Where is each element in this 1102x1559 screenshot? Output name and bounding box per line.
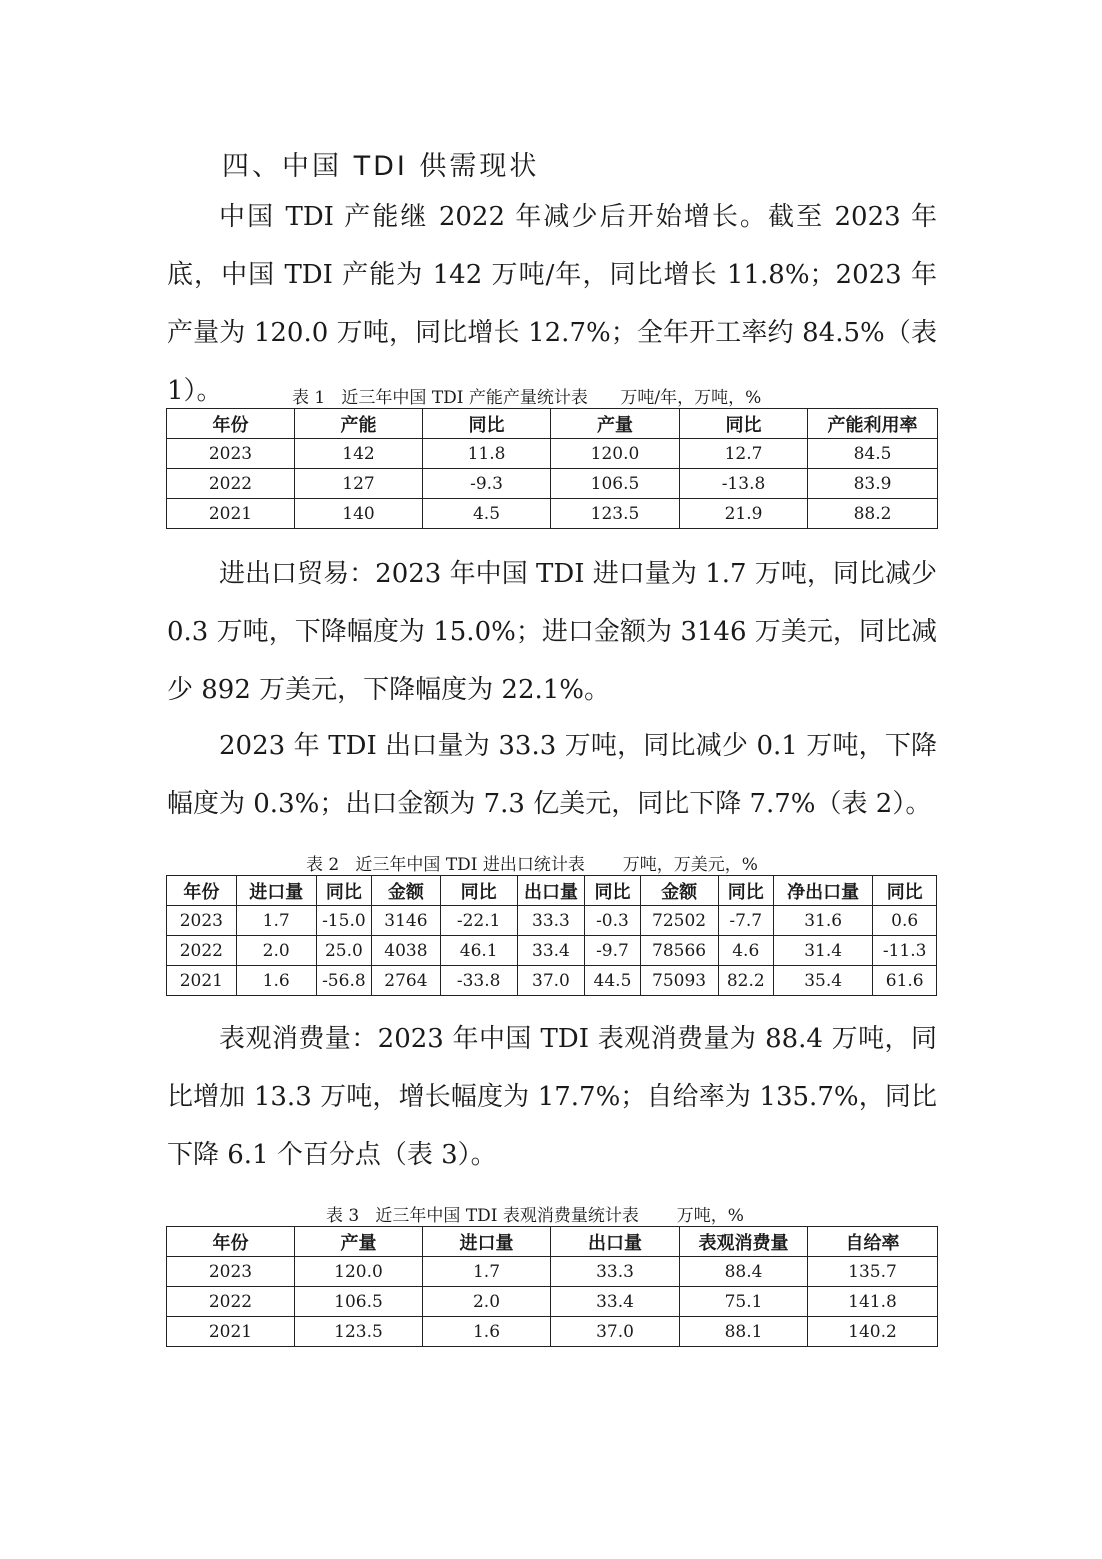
table-cell: 88.1 <box>680 1317 808 1347</box>
table-cell: -56.8 <box>316 966 371 996</box>
table-cell: 120.0 <box>295 1257 423 1287</box>
table-header-cell: 表观消费量 <box>680 1227 808 1257</box>
table-header-cell: 同比 <box>718 876 773 906</box>
table-header-cell: 自给率 <box>808 1227 938 1257</box>
table-cell: 4.5 <box>423 499 551 529</box>
table-cell: -15.0 <box>316 906 371 936</box>
table-cell: 25.0 <box>316 936 371 966</box>
table-header-cell: 同比 <box>585 876 640 906</box>
table-cell: 88.2 <box>808 499 938 529</box>
table-header-cell: 金额 <box>372 876 441 906</box>
table-cell: 1.7 <box>423 1257 551 1287</box>
table-cell: 120.0 <box>551 439 680 469</box>
table-cell: 142 <box>295 439 423 469</box>
table-cell: -9.3 <box>423 469 551 499</box>
table-cell: -33.8 <box>440 966 517 996</box>
table-capacity-output <box>166 408 938 529</box>
table3-caption: 表 3 近三年中国 TDI 表观消费量统计表 万吨，% <box>326 1206 744 1226</box>
table-cell: 37.0 <box>517 966 585 996</box>
table-cell: 35.4 <box>773 966 872 996</box>
table-header-row <box>167 876 937 906</box>
table-cell: 75093 <box>640 966 718 996</box>
table-header-row <box>167 1227 938 1257</box>
table-cell: 4.6 <box>718 936 773 966</box>
table-cell: 44.5 <box>585 966 640 996</box>
table-row <box>167 1287 938 1317</box>
table-header-cell: 年份 <box>167 876 237 906</box>
table-header-cell: 同比 <box>316 876 371 906</box>
table-cell: -11.3 <box>873 936 937 966</box>
table-cell: 106.5 <box>295 1287 423 1317</box>
table-cell: 78566 <box>640 936 718 966</box>
table-header-row <box>167 409 938 439</box>
table-cell: 21.9 <box>680 499 808 529</box>
table-cell: 2021 <box>167 966 237 996</box>
table-cell: 0.6 <box>873 906 937 936</box>
table-cell: 33.3 <box>517 906 585 936</box>
table-header-cell: 进口量 <box>236 876 316 906</box>
table-cell: 33.4 <box>517 936 585 966</box>
section-heading: 四、中国 TDI 供需现状 <box>222 151 540 182</box>
table-cell: 135.7 <box>808 1257 938 1287</box>
table-cell: 2021 <box>167 1317 295 1347</box>
table-row <box>167 469 938 499</box>
table-cell: 31.6 <box>773 906 872 936</box>
table-cell: 82.2 <box>718 966 773 996</box>
table-cell: 141.8 <box>808 1287 938 1317</box>
table2-caption: 表 2 近三年中国 TDI 进出口统计表 万吨，万美元，% <box>306 855 758 875</box>
table-cell: 3146 <box>372 906 441 936</box>
paragraph-import: 进出口贸易：2023 年中国 TDI 进口量为 1.7 万吨，同比减少 0.3 万吨，下降幅度为 15.0%；进口金额为 3146 万美元，同比减少 892 万美元，下降幅度为 22.1%。 <box>167 559 937 705</box>
paragraph-export: 2023 年 TDI 出口量为 33.3 万吨，同比减少 0.1 万吨，下降幅度为 0.3%；出口金额为 7.3 亿美元，同比下降 7.7%（表 2）。 <box>167 731 937 819</box>
paragraph-capacity: 中国 TDI 产能继 2022 年减少后开始增长。截至 2023 年底，中国 TDI 产能为 142 万吨/年，同比增长 11.8%；2023 年产量为 120.0 万吨，同比增长 12.7%；全年开工率约 84.5%（表 1）。 <box>167 202 937 406</box>
table-cell: 2023 <box>167 439 295 469</box>
table-cell: 72502 <box>640 906 718 936</box>
table-row <box>167 1257 938 1287</box>
table-header-cell: 出口量 <box>517 876 585 906</box>
table-cell: 2764 <box>372 966 441 996</box>
table-cell: -9.7 <box>585 936 640 966</box>
table-cell: 2023 <box>167 1257 295 1287</box>
table-row <box>167 439 938 469</box>
table-cell: 2022 <box>167 469 295 499</box>
table-cell: 61.6 <box>873 966 937 996</box>
table-cell: 123.5 <box>295 1317 423 1347</box>
table-header-cell: 同比 <box>873 876 937 906</box>
table-cell: 33.3 <box>551 1257 680 1287</box>
table-cell: 33.4 <box>551 1287 680 1317</box>
table-cell: 2023 <box>167 906 237 936</box>
table-header-cell: 净出口量 <box>773 876 872 906</box>
table-header-cell: 同比 <box>680 409 808 439</box>
table-row <box>167 936 937 966</box>
table1-caption: 表 1 近三年中国 TDI 产能产量统计表 万吨/年，万吨，% <box>292 388 762 408</box>
table-header-cell: 产量 <box>551 409 680 439</box>
table-cell: 1.6 <box>236 966 316 996</box>
paragraph-consumption: 表观消费量：2023 年中国 TDI 表观消费量为 88.4 万吨，同比增加 13.3 万吨，增长幅度为 17.7%；自给率为 135.7%，同比下降 6.1 个百分点（表 3）。 <box>167 1024 937 1170</box>
table-cell: 127 <box>295 469 423 499</box>
table-cell: 2022 <box>167 1287 295 1317</box>
table-cell: 88.4 <box>680 1257 808 1287</box>
table-cell: 84.5 <box>808 439 938 469</box>
table-header-cell: 进口量 <box>423 1227 551 1257</box>
table-cell: 2.0 <box>423 1287 551 1317</box>
table-header-cell: 年份 <box>167 1227 295 1257</box>
table-cell: 4038 <box>372 936 441 966</box>
table-row <box>167 1317 938 1347</box>
table-cell: 37.0 <box>551 1317 680 1347</box>
table-header-cell: 产能利用率 <box>808 409 938 439</box>
table-row <box>167 906 937 936</box>
table-cell: -0.3 <box>585 906 640 936</box>
table-cell: 106.5 <box>551 469 680 499</box>
table-cell: -22.1 <box>440 906 517 936</box>
table-header-cell: 金额 <box>640 876 718 906</box>
table-cell: 12.7 <box>680 439 808 469</box>
table-header-cell: 产量 <box>295 1227 423 1257</box>
table-header-cell: 同比 <box>423 409 551 439</box>
table-cell: 2022 <box>167 936 237 966</box>
table-cell: -13.8 <box>680 469 808 499</box>
table-cell: -7.7 <box>718 906 773 936</box>
table-cell: 2.0 <box>236 936 316 966</box>
table-cell: 140 <box>295 499 423 529</box>
table-cell: 1.7 <box>236 906 316 936</box>
table-header-cell: 产能 <box>295 409 423 439</box>
table-cell: 31.4 <box>773 936 872 966</box>
table-row <box>167 966 937 996</box>
table-apparent-consumption <box>166 1226 938 1347</box>
table-cell: 140.2 <box>808 1317 938 1347</box>
table-cell: 123.5 <box>551 499 680 529</box>
table-cell: 46.1 <box>440 936 517 966</box>
table-cell: 83.9 <box>808 469 938 499</box>
table-cell: 75.1 <box>680 1287 808 1317</box>
table-header-cell: 出口量 <box>551 1227 680 1257</box>
table-cell: 1.6 <box>423 1317 551 1347</box>
table-cell: 2021 <box>167 499 295 529</box>
table-import-export <box>166 875 937 996</box>
table-cell: 11.8 <box>423 439 551 469</box>
table-header-cell: 同比 <box>440 876 517 906</box>
table-row <box>167 499 938 529</box>
table-header-cell: 年份 <box>167 409 295 439</box>
